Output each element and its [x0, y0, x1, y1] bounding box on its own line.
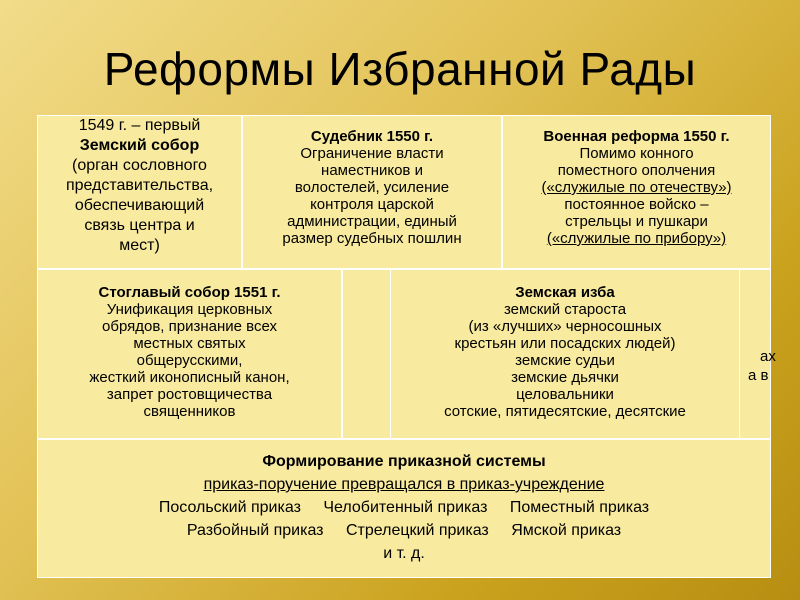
- cell-heading: Формирование приказной системы: [262, 453, 546, 470]
- page-title: Реформы Избранной Рады: [103, 43, 697, 95]
- cell-text: наместников и: [321, 162, 423, 179]
- overlay-text: земские дьячки: [511, 369, 619, 386]
- partial-text: ах: [760, 348, 776, 365]
- cell-text: общерусскими,: [136, 352, 243, 369]
- prikaz-item: Поместный приказ: [509, 499, 650, 516]
- cell-text: священников: [143, 403, 236, 420]
- cell-heading: Стоглавый собор 1551 г.: [98, 284, 281, 301]
- cell-sudebnik: [242, 115, 502, 269]
- cell-text: 1549 г. – первый: [78, 117, 201, 134]
- prikaz-item: Посольский приказ: [158, 499, 301, 516]
- partial-text: а в: [748, 367, 769, 384]
- prikaz-item: Разбойный приказ: [186, 522, 324, 539]
- cell-text-underlined: («служилые по отечеству»): [541, 179, 732, 196]
- cell-text: и т. д.: [383, 545, 425, 562]
- cell-text: Помимо конного: [579, 145, 694, 162]
- cell-text-underlined: («служилые по прибору»): [546, 230, 727, 247]
- cell-text: Ограничение власти: [300, 145, 444, 162]
- cell-heading: Земский собор: [79, 137, 200, 154]
- cell-text: стрельцы и пушкари: [565, 213, 708, 230]
- cell-text: постоянное войско –: [564, 196, 709, 213]
- cell-text: представительства,: [65, 177, 214, 194]
- overlay-text: земский староста: [503, 301, 627, 318]
- cell-text: мест): [119, 237, 160, 254]
- prikaz-row: [38, 519, 770, 542]
- cell-text: обрядов, признание всех: [102, 318, 277, 335]
- cell-text: местных святых: [133, 335, 246, 352]
- cell-stoglav-sobor: [37, 269, 342, 439]
- overlay-text: крестьян или посадских людей): [454, 335, 676, 352]
- prikaz-item: Стрелецкий приказ: [345, 522, 489, 539]
- cell-text: (орган сословного: [72, 157, 207, 174]
- cell-subtitle: приказ-поручение превращался в приказ-учреждение: [203, 476, 605, 493]
- prikaz-row: [38, 496, 770, 519]
- cell-military-reform: [502, 115, 771, 269]
- cell-heading: Военная реформа 1550 г.: [543, 128, 730, 145]
- cell-text: поместного ополчения: [557, 162, 716, 179]
- zemskaya-izba-overlay: [390, 269, 740, 439]
- overlay-text: (из «лучших» черносошных: [468, 318, 662, 335]
- cell-text: жесткий иконописный канон,: [89, 369, 290, 386]
- cell-text: связь центра и: [84, 217, 195, 234]
- cell-prikaz-system: [37, 439, 771, 578]
- cell-text: контроля царской: [310, 196, 434, 213]
- prikaz-item: Ямской приказ: [511, 522, 622, 539]
- cell-text: размер судебных пошлин: [282, 230, 462, 247]
- cell-text: волостелей, усиление: [294, 179, 450, 196]
- cell-text: Унификация церковных: [106, 301, 273, 318]
- cell-text: администрации, единый: [287, 213, 457, 230]
- overlay-text: сотские, пятидесятские, десятские: [444, 403, 686, 420]
- cell-heading: Судебник 1550 г.: [310, 128, 434, 145]
- overlay-text: земские судьи: [515, 352, 615, 369]
- cell-zemsky-sobor: [37, 115, 242, 269]
- prikaz-item: Челобитенный приказ: [323, 499, 488, 516]
- cell-text: запрет ростовщичества: [106, 386, 273, 403]
- overlay-heading: Земская изба: [515, 284, 615, 301]
- cell-text: обеспечивающий: [74, 197, 205, 214]
- overlay-text: целовальники: [516, 386, 614, 403]
